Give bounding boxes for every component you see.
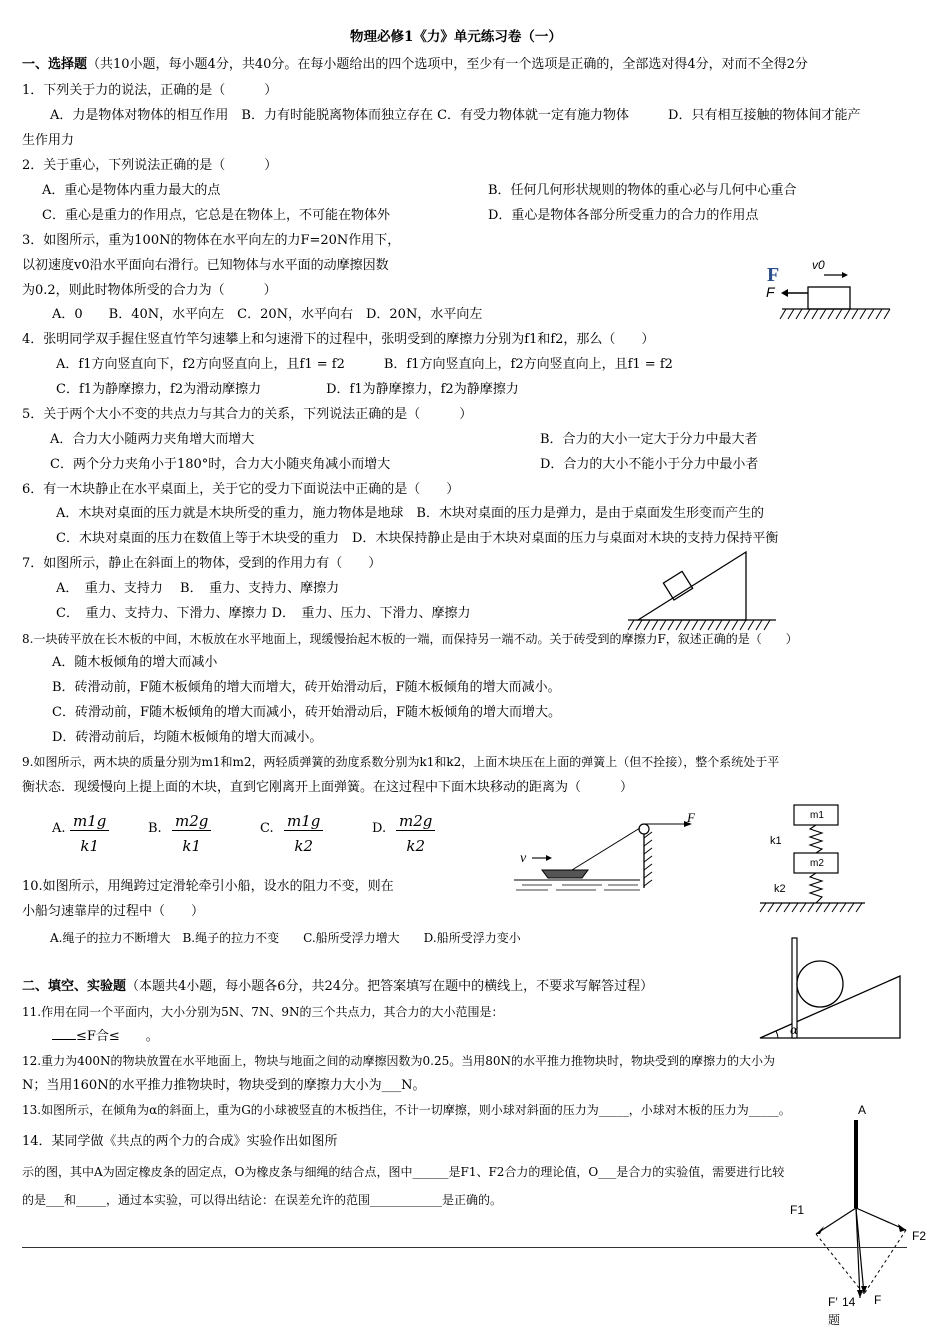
q9-k1-label: k1 xyxy=(770,835,782,847)
q5-option-c: C．两个分力夹角小于180°时，合力大小随夹角减小而增大 xyxy=(50,457,391,472)
q7-options-ab: A． 重力、支持力 B． 重力、支持力、摩擦力 xyxy=(56,581,340,596)
q9-option-a-denominator: k1 xyxy=(80,837,99,855)
q12-line1: 12.重力为400N的物块放置在水平地面上，物块与地面之间的动摩擦因数为0.25。当用80N的水平推力推物块时，物块受到的摩擦力的大小为 xyxy=(22,1054,775,1068)
q5-option-d: D．合力的大小不能小于分力中最小者 xyxy=(540,457,759,472)
q9-option-c-fraction xyxy=(284,812,323,855)
q13-ball-incline-figure xyxy=(756,934,906,1046)
q10-line2: 小船匀速靠岸的过程中（ ） xyxy=(22,904,205,919)
q14-F1-label: F1 xyxy=(790,1203,805,1217)
q14-A-label: A xyxy=(858,1103,867,1117)
q3-line1: 3．如图所示，重为100N的物体在水平向左的力F=20N作用下， xyxy=(22,233,401,248)
q5-stem: 5．关于两个大小不变的共点力与其合力的关系，下列说法正确的是（ ） xyxy=(22,407,473,422)
q11-line1: 11.作用在同一个平面内，大小分别为5N、7N、9N的三个共点力，其合力的大小范围是： xyxy=(22,1005,504,1019)
page-title: 物理必修1《力》单元练习卷（一） xyxy=(350,29,562,45)
q13-ball xyxy=(797,961,843,1007)
section1-label: 一、选择题 xyxy=(22,57,88,72)
q11-range-text: ≤F合≤ 。 xyxy=(76,1029,159,1044)
q11-range xyxy=(52,1028,159,1046)
q1-options-cont: 生作用力 xyxy=(22,133,75,148)
q5-option-b: B．合力的大小一定大于分力中最大者 xyxy=(540,432,758,447)
q9-springs-figure xyxy=(760,800,870,916)
q7-incline xyxy=(638,552,746,620)
q1-stem: 1．下列关于力的说法，正确的是（ ） xyxy=(22,83,278,98)
q8-option-a: A．随木板倾角的增大而减小 xyxy=(52,655,218,670)
q9-option-c-label: C. xyxy=(260,821,274,836)
q9-option-b-numerator: m2g xyxy=(172,812,211,831)
q9-line2: 衡状态．现缓慢向上提上面的木块，直到它刚离开上面弹簧。在这过程中下面木块移动的距离为（ ） xyxy=(22,780,634,795)
q7-incline-figure xyxy=(628,548,778,634)
bottom-divider xyxy=(22,1247,907,1248)
q3-figure-F-label: F xyxy=(766,284,775,300)
q9-option-a-label: A. xyxy=(52,821,66,836)
q3-figure-F-large: F xyxy=(767,264,780,286)
section1-header xyxy=(22,56,808,74)
q3-block xyxy=(808,287,850,309)
q4-stem: 4．张明同学双手握住竖直竹竿匀速攀上和匀速滑下的过程中，张明受到的摩擦力分别为f1和f2，那么（ ） xyxy=(22,332,655,347)
section2-instructions: （本题共4小题，每小题各6分，共24分。把答案填写在题中的横线上，不要求写解答过程） xyxy=(126,979,654,994)
q9-option-d-denominator: k2 xyxy=(406,837,425,855)
q6-options-ab: A．木块对桌面的压力就是木块所受的重力，施力物体是地球 B．木块对桌面的压力是弹力，是由于桌面发生形变而产生的 xyxy=(56,506,764,521)
q9-line1: 9.如图所示，两木块的质量分别为m1和m2，两轻质弹簧的劲度系数分别为k1和k2，上面木块压在上面的弹簧上（但不拴接），整个系统处于平 xyxy=(22,755,780,769)
q9-option-d-numerator: m2g xyxy=(396,812,435,831)
q7-stem: 7．如图所示，静止在斜面上的物体，受到的作用力有（ ） xyxy=(22,556,382,571)
q9-option-b-fraction xyxy=(172,812,211,855)
q4-options-cd: C．f1为静摩擦力，f2为滑动摩擦力 D．f1为静摩擦力，f2为静摩擦力 xyxy=(56,382,519,397)
q9-option-b-label: B. xyxy=(148,821,162,836)
q9-option-b-denominator: k1 xyxy=(182,837,201,855)
q9-option-c-denominator: k2 xyxy=(294,837,313,855)
q3-options: A．0 B．40N，水平向左 C．20N，水平向右 D．20N，水平向左 xyxy=(52,307,483,322)
q13-line: 13.如图所示，在倾角为α的斜面上，重为G的小球被竖直的木板挡住，不计一切摩擦，则小球对斜面的压力为_____，小球对木板的压力为_____。 xyxy=(22,1103,791,1117)
q14-force-figure xyxy=(780,1100,930,1340)
q7-block xyxy=(663,571,692,600)
q4-options-ab: A．f1方向竖直向下，f2方向竖直向上，且f1 = f2 B．f1方向竖直向上，f2方向竖直向上，且f1 = f2 xyxy=(56,357,673,372)
q3-figure-v0-label: v0 xyxy=(812,258,825,272)
section1-instructions: （共10小题，每小题4分，共40分。在每小题给出的四个选项中，至少有一个选项是正确的，全部选对得4分，对而不全得2分 xyxy=(87,57,808,72)
q11-blank-lower[interactable] xyxy=(52,1039,76,1040)
q8-option-d: D．砖滑动前后，均随木板倾角的增大而减小。 xyxy=(52,730,323,745)
q14-line1: 14．某同学做《共点的两个力的合成》实验作出如图所 xyxy=(22,1134,338,1149)
q2-option-b: B．任何几何形状规则的物体的重心必与几何中心重合 xyxy=(488,183,797,198)
q2-stem: 2．关于重心，下列说法正确的是（ ） xyxy=(22,158,278,173)
q9-option-c-numerator: m1g xyxy=(284,812,323,831)
q6-stem: 6．有一木块静止在水平桌面上，关于它的受力下面说法中正确的是（ ） xyxy=(22,482,460,497)
q7-options-cd: C． 重力、支持力、下滑力、摩擦力 D． 重力、压力、下滑力、摩擦力 xyxy=(56,606,471,621)
q8-stem: 8.一块砖平放在长木板的中间，木板放在水平地面上，现缓慢抬起木板的一端，而保持另一端不动。关于砖受到的摩擦力F，叙述正确的是（ ） xyxy=(22,632,798,646)
q14-caption-suffix: 题 xyxy=(828,1313,841,1327)
q10-options: A.绳子的拉力不断增大 B.绳子的拉力不变 C.船所受浮力增大 D.船所受浮力变小 xyxy=(50,931,521,945)
q14-line2: 示的图，其中A为固定橡皮条的固定点，O为橡皮条与细绳的结合点，图中______是F1、F2合力的理论值，O___是合力的实验值，需要进行比较 xyxy=(22,1165,785,1179)
q10-pulley xyxy=(639,824,649,834)
q9-option-a-numerator: m1g xyxy=(70,812,109,831)
q9-option-d-label: D. xyxy=(372,821,387,836)
q9-k2-label: k2 xyxy=(774,883,786,895)
q3-block-figure xyxy=(760,255,900,325)
q14-caption-number: 14 xyxy=(842,1295,856,1309)
q9-option-a-fraction xyxy=(70,812,109,855)
q3-line3: 为0.2，则此时物体所受的合力为（ ） xyxy=(22,283,277,298)
section2-label: 二、填空、实验题 xyxy=(22,979,127,994)
q2-option-d: D．重心是物体各部分所受重力的合力的作用点 xyxy=(488,208,759,223)
q10-F-label: F xyxy=(687,810,695,825)
q10-boat xyxy=(542,870,588,878)
q9-m2-label: m2 xyxy=(810,858,824,869)
q2-option-c: C．重心是重力的作用点，它总是在物体上，不可能在物体外 xyxy=(42,208,390,223)
q14-F-label: F xyxy=(874,1293,882,1307)
q14-line3: 的是___和_____，通过本实验，可以得出结论：在误差允许的范围____________是正确的。 xyxy=(22,1193,503,1207)
q14-Fprime-label: F′ xyxy=(828,1295,838,1309)
q9-m1-label: m1 xyxy=(810,810,824,821)
q1-options: A．力是物体对物体的相互作用 B．力有时能脱离物体而独立存在 C．有受力物体就一定有施力物体 D．只有相互接触的物体间才能产 xyxy=(50,108,861,123)
q12-line2: N；当用160N的水平推力推物块时，物块受到的摩擦力大小为___N。 xyxy=(22,1078,426,1093)
section2-header xyxy=(22,978,653,996)
q10-line1: 10.如图所示，用绳跨过定滑轮牵引小船，设水的阻力不变，则在 xyxy=(22,879,394,894)
q8-option-c: C．砖滑动前，F随木板倾角的增大而减小，砖开始滑动后，F随木板倾角的增大而增大。 xyxy=(52,705,561,720)
q13-alpha-label: α xyxy=(790,1023,799,1037)
q5-option-a: A．合力大小随两力夹角增大而增大 xyxy=(50,432,255,447)
q14-F2-label: F2 xyxy=(912,1229,927,1243)
q9-spring-k2 xyxy=(810,873,822,903)
q14-rubber-band xyxy=(854,1120,858,1208)
q9-option-d-fraction xyxy=(396,812,435,855)
q9-spring-k1 xyxy=(810,825,822,853)
q3-line2: 以初速度v0沿水平面向右滑行。已知物体与水平面的动摩擦因数 xyxy=(22,258,389,273)
q10-v-label: v xyxy=(520,851,527,866)
q8-option-b: B．砖滑动前，F随木板倾角的增大而增大，砖开始滑动后，F随木板倾角的增大而减小。 xyxy=(52,680,561,695)
q6-options-cd: C．木块对桌面的压力在数值上等于木块受的重力 D．木块保持静止是由于木块对桌面的压力与桌面对木块的支持力保持平衡 xyxy=(56,531,779,546)
q2-option-a: A．重心是物体内重力最大的点 xyxy=(42,183,221,198)
q10-boat-pulley-figure xyxy=(512,812,717,898)
